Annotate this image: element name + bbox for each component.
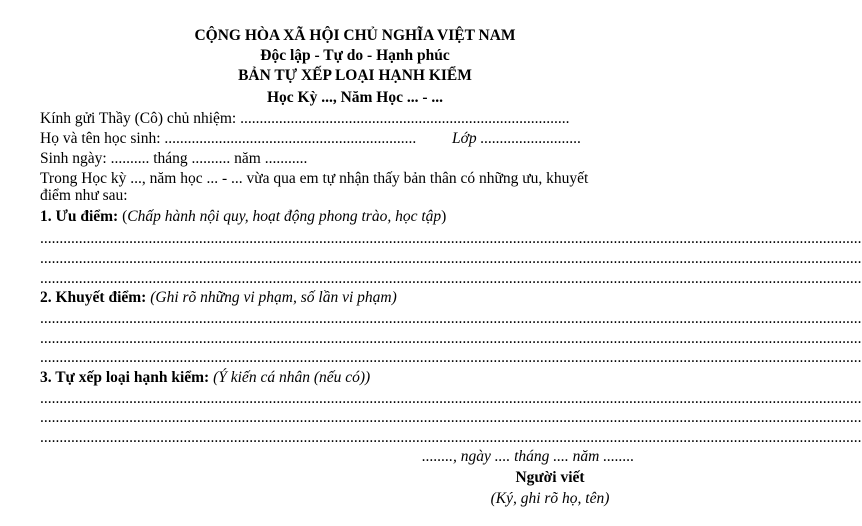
self-rating-dotted-line-3: .................................................................................................................................................................................................................... — [40, 429, 862, 446]
strengths-dotted-line-2: .................................................................................................................................................................................................................... — [40, 250, 862, 267]
self-rating-heading: 3. Tự xếp loại hạnh kiểm: — [40, 369, 210, 386]
nation-title: CỘNG HÒA XÃ HỘI CHỦ NGHĨA VIỆT NAM — [194, 27, 516, 44]
weaknesses-dotted-line-1: .................................................................................................................................................................................................................... — [40, 310, 862, 327]
weaknesses-heading: 2. Khuyết điểm: — [40, 289, 147, 306]
self-rating-section-heading — [40, 369, 370, 387]
motto: Độc lập - Tự do - Hạnh phúc — [260, 47, 450, 64]
form-title: BẢN TỰ XẾP LOẠI HẠNH KIỂM — [238, 67, 472, 84]
weaknesses-dotted-line-3: .................................................................................................................................................................................................................... — [40, 349, 862, 366]
weaknesses-section-heading — [40, 289, 397, 307]
class-line: Lớp .......................... — [452, 130, 582, 147]
term-line: Học Kỳ ..., Năm Học ... - ... — [266, 89, 444, 106]
salutation-line: Kính gửi Thầy (Cô) chủ nhiệm: ..................................................................................... — [40, 110, 570, 127]
self-rating-dotted-line-2: .................................................................................................................................................................................................................... — [40, 409, 862, 426]
weaknesses-dotted-line-2: .................................................................................................................................................................................................................... — [40, 330, 862, 347]
strengths-close-paren: ) — [441, 208, 447, 225]
strengths-note: Chấp hành nội quy, hoạt động phong trào, học tập — [127, 208, 442, 225]
strengths-heading: 1. Ưu điểm: — [40, 208, 119, 225]
strengths-dotted-line-3: .................................................................................................................................................................................................................... — [40, 270, 862, 287]
self-rating-dotted-line-1: .................................................................................................................................................................................................................... — [40, 390, 862, 407]
weaknesses-note: (Ghi rõ những vi phạm, số lần vi phạm) — [146, 289, 397, 306]
writer-label: Người viết — [515, 469, 585, 486]
birth-date-line: Sinh ngày: .......... tháng .......... năm ........... — [40, 150, 308, 167]
self-rating-note: (Ý kiến cá nhân (nếu có)) — [209, 369, 371, 386]
signature-date-line: ........, ngày .... tháng .... năm ........ — [422, 448, 635, 465]
strengths-open-paren: ( — [118, 208, 128, 225]
statement-line-1: Trong Học kỳ ..., năm học ... - ... vừa qua em tự nhận thấy bản thân có những ưu, khuyết — [40, 170, 589, 187]
student-name-line: Họ và tên học sinh: ................................................................. — [40, 130, 417, 147]
strengths-dotted-line-1: .................................................................................................................................................................................................................... — [40, 230, 862, 247]
statement-line-2: điểm như sau: — [40, 187, 128, 204]
signature-note: (Ký, ghi rõ họ, tên) — [490, 490, 610, 507]
strengths-section-heading — [40, 208, 446, 226]
